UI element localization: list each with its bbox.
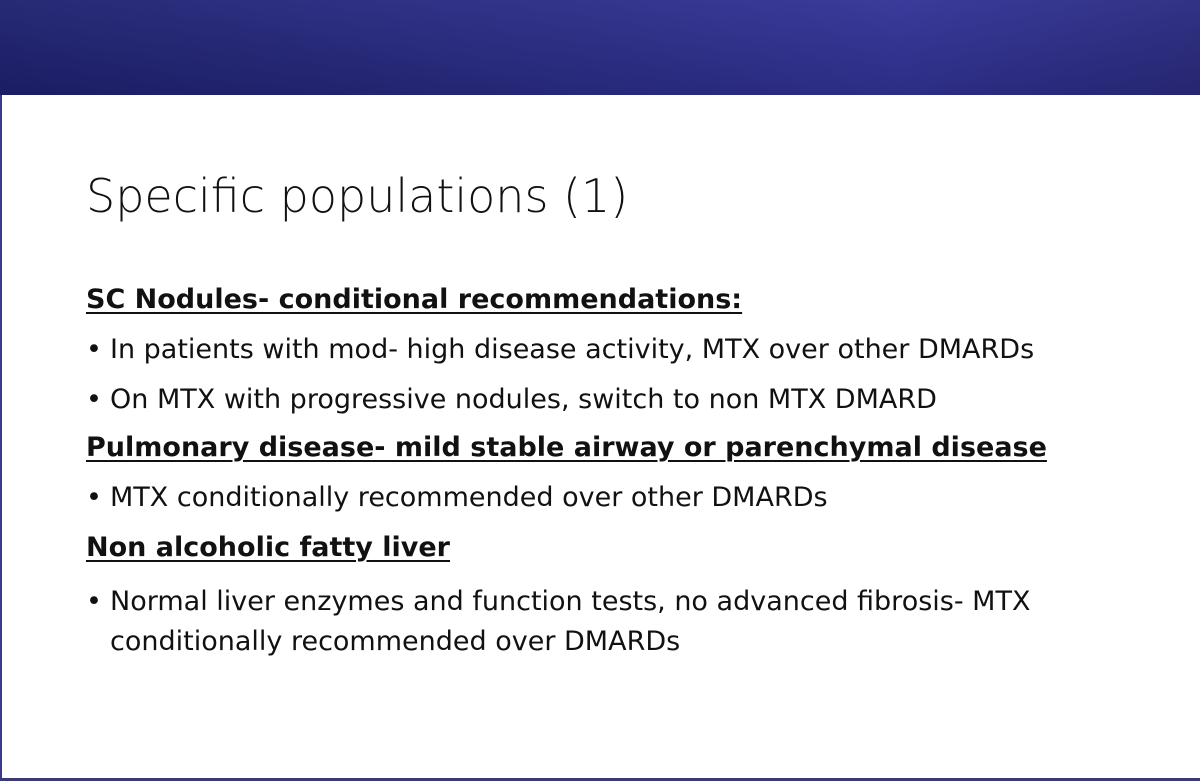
section-heading-sc-nodules: SC Nodules- conditional recommendations: <box>86 284 743 315</box>
slide-title: Specific populations (1) <box>86 169 629 223</box>
bullet-item <box>86 330 1146 370</box>
bullet-item <box>86 582 1146 662</box>
bullet-text: In patients with mod- high disease activity, MTX over other DMARDs <box>110 334 1035 365</box>
bullet-glyph: • <box>86 482 102 513</box>
bullet-text: Normal liver enzymes and function tests, no advanced fibrosis- MTX conditionally recommended over DMARDs <box>110 586 1031 657</box>
header-band-shade <box>0 0 1200 95</box>
slide-content <box>86 282 1146 662</box>
bullet-glyph: • <box>86 384 102 415</box>
bullet-glyph: • <box>86 586 102 617</box>
bullet-item <box>86 380 1146 420</box>
bullet-glyph: • <box>86 334 102 365</box>
bullet-text: On MTX with progressive nodules, switch to non MTX DMARD <box>110 384 937 415</box>
bullet-item <box>86 478 1146 518</box>
bullet-text: MTX conditionally recommended over other DMARDs <box>110 482 828 513</box>
left-border <box>0 95 2 781</box>
section-heading-pulmonary-disease: Pulmonary disease- mild stable airway or parenchymal disease <box>86 432 1047 463</box>
section-heading-fatty-liver: Non alcoholic fatty liver <box>86 532 450 563</box>
header-band <box>0 0 1200 95</box>
